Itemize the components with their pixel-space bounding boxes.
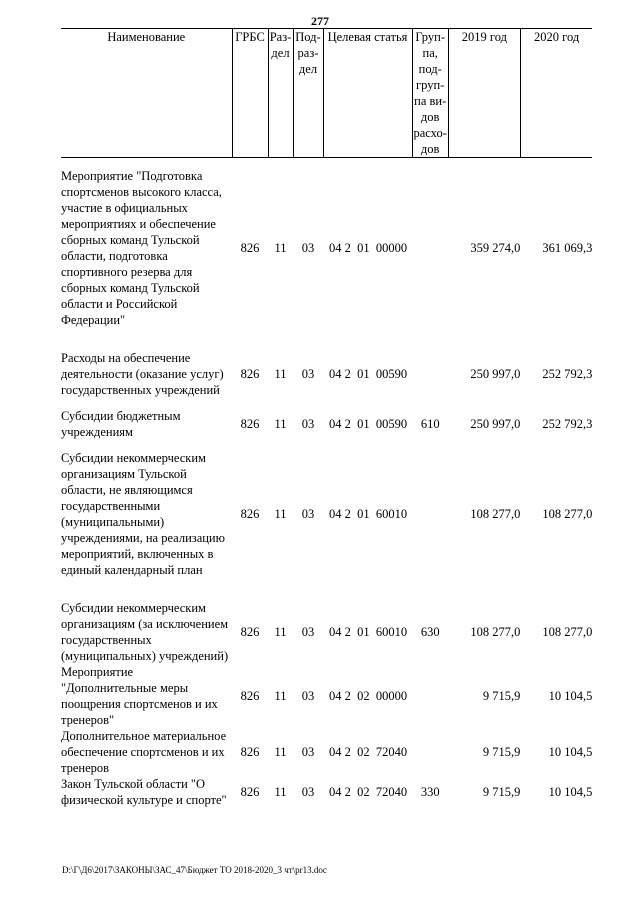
cell-name: Субсидии бюджетным учреждениям — [61, 409, 181, 439]
cell-2019: 250 997,0 — [470, 367, 521, 381]
cell-name: Субсидии некоммерческим организациям (за исключением государственных (муниципальных) учреждений) — [61, 601, 229, 663]
cell-2020: 108 277,0 — [542, 507, 593, 521]
table-header-row — [61, 29, 592, 158]
cell-2019: 9 715,9 — [482, 689, 521, 703]
cell-subsection: 03 — [301, 367, 315, 381]
table-row — [61, 450, 592, 578]
cell-expense-group — [412, 450, 448, 578]
cell-2019: 9 715,9 — [482, 745, 521, 759]
cell-expense-group — [412, 728, 448, 776]
cell-section: 11 — [274, 625, 287, 639]
cell-grbs: 826 — [240, 745, 260, 759]
header-grbs: ГРБС — [232, 29, 268, 158]
cell-grbs: 826 — [240, 367, 260, 381]
file-path-footer: D:\Г\Д6\2017\ЗАКОНЫ\ЗАС_47\Бюджет ТО 2018-2020_3 чт\pr13.doc — [62, 865, 327, 875]
cell-2019: 250 997,0 — [470, 417, 521, 431]
cell-grbs: 826 — [240, 785, 260, 799]
cell-target-article: 04 2 02 00000 — [329, 689, 408, 703]
cell-name: Дополнительное материальное обеспечение спортсменов и их тренеров — [61, 729, 227, 775]
cell-section: 11 — [274, 689, 287, 703]
table-row — [61, 776, 592, 808]
cell-name: Мероприятие "Подготовка спортсменов высокого класса, участие в официальных мероприятиях и обеспечение сборных команд Тульской области, подготовка спортивного резерва для сборных команд Тульской области и Российской Федерации" — [61, 169, 222, 327]
page-number: 277 — [311, 14, 329, 28]
header-section: Раз- дел — [268, 29, 293, 158]
cell-subsection: 03 — [301, 785, 315, 799]
cell-2019: 108 277,0 — [470, 507, 521, 521]
cell-target-article: 04 2 01 00590 — [329, 367, 408, 381]
table-row — [61, 168, 592, 328]
cell-2020: 10 104,5 — [548, 689, 593, 703]
header-name: Наименование — [61, 29, 232, 158]
cell-expense-group: 630 — [420, 625, 440, 639]
header-2019: 2019 год — [448, 29, 520, 158]
header-target-article: Целевая статья — [323, 29, 412, 158]
cell-2020: 10 104,5 — [548, 785, 593, 799]
cell-subsection: 03 — [301, 417, 315, 431]
budget-table — [61, 28, 592, 808]
cell-grbs: 826 — [240, 507, 260, 521]
cell-2020: 252 792,3 — [542, 417, 593, 431]
cell-expense-group — [412, 168, 448, 328]
cell-grbs: 826 — [240, 625, 260, 639]
cell-grbs: 826 — [240, 689, 260, 703]
cell-2020: 108 277,0 — [542, 625, 593, 639]
table-row — [61, 664, 592, 728]
cell-target-article: 04 2 01 60010 — [329, 625, 408, 639]
table-row — [61, 600, 592, 664]
cell-subsection: 03 — [301, 241, 315, 255]
header-subsection: Под- раз- дел — [293, 29, 323, 158]
cell-name: Субсидии некоммерческим организациям Тульской области, не являющимся государственными (муниципальными) учреждениями, на реализацию мероприятий, включенных в единый календарный план — [61, 451, 225, 577]
cell-target-article: 04 2 01 60010 — [329, 507, 408, 521]
cell-section: 11 — [274, 241, 287, 255]
cell-2020: 10 104,5 — [548, 745, 593, 759]
header-expense-group: Груп- па, под- груп- па ви- дов расхо- дов — [413, 30, 447, 156]
cell-name: Мероприятие "Дополнительные меры поощрения спортсменов и их тренеров" — [61, 665, 218, 727]
cell-grbs: 826 — [240, 417, 260, 431]
cell-section: 11 — [274, 507, 287, 521]
table-row — [61, 408, 592, 440]
cell-subsection: 03 — [301, 625, 315, 639]
cell-target-article: 04 2 02 72040 — [329, 785, 408, 799]
cell-subsection: 03 — [301, 745, 315, 759]
cell-target-article: 04 2 01 00590 — [329, 417, 408, 431]
cell-target-article: 04 2 02 72040 — [329, 745, 408, 759]
cell-section: 11 — [274, 367, 287, 381]
header-2020: 2020 год — [520, 29, 592, 158]
table-row — [61, 728, 592, 776]
cell-grbs: 826 — [240, 241, 260, 255]
cell-target-article: 04 2 01 00000 — [329, 241, 408, 255]
cell-2019: 359 274,0 — [470, 241, 521, 255]
cell-name: Расходы на обеспечение деятельности (оказание услуг) государственных учреждений — [61, 351, 224, 397]
table-row — [61, 350, 592, 398]
cell-section: 11 — [274, 417, 287, 431]
cell-subsection: 03 — [301, 689, 315, 703]
cell-2020: 252 792,3 — [542, 367, 593, 381]
cell-2019: 9 715,9 — [482, 785, 521, 799]
cell-expense-group: 330 — [420, 785, 440, 799]
cell-section: 11 — [274, 785, 287, 799]
cell-2020: 361 069,3 — [542, 241, 593, 255]
cell-2019: 108 277,0 — [470, 625, 521, 639]
cell-subsection: 03 — [301, 507, 315, 521]
cell-name: Закон Тульской области "О физической культуре и спорте" — [61, 777, 227, 807]
cell-expense-group: 610 — [420, 417, 440, 431]
cell-expense-group — [412, 350, 448, 398]
cell-expense-group — [412, 664, 448, 728]
cell-section: 11 — [274, 745, 287, 759]
